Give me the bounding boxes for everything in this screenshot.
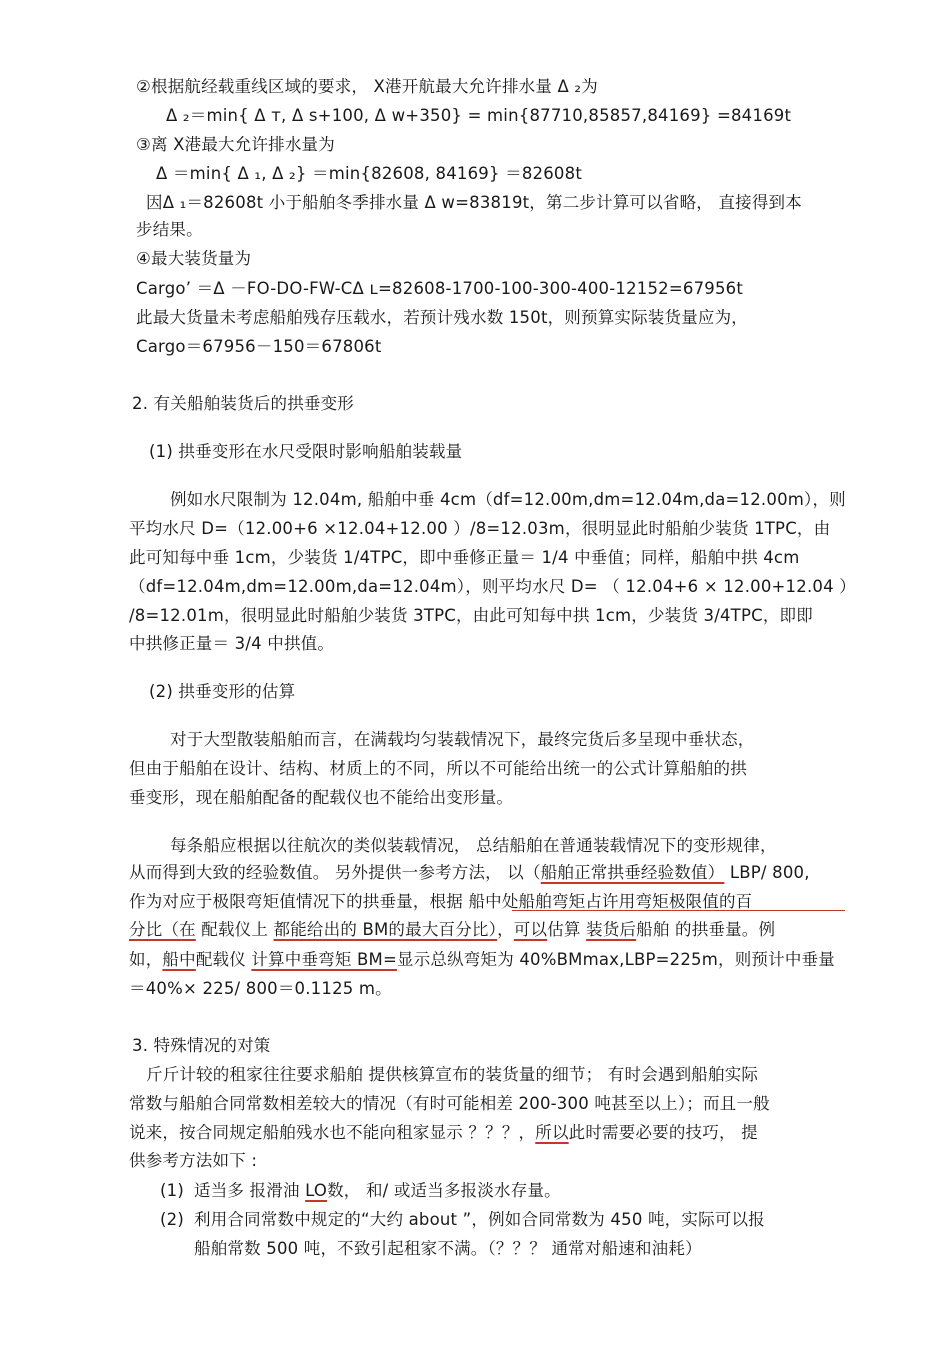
text-segment: 显示总纵弯矩为 40%BMmax,LBP=225m，则预计中垂量 <box>397 950 835 969</box>
paragraph-special-line1: 斤斤计较的租家往往要求船舶 提供核算宣布的装货量的细节； 有时会遇到船舶实际 <box>146 1065 759 1084</box>
paragraph-estimation-line3: 垂变形，现在船舶配备的配载仪也不能给出变形量。 <box>129 788 514 807</box>
section-heading-special-cases: 3. 特殊情况的对策 <box>132 1036 271 1055</box>
text-segment: 如， <box>129 950 163 969</box>
underlined-segment: 计算中垂弯矩 BM= <box>251 950 397 969</box>
list-item-number: (2) <box>160 1210 184 1229</box>
subheading-draft-limit: (1) 拱垂变形在水尺受限时影响船舶装载量 <box>149 442 463 461</box>
underlined-segment: 所以 <box>535 1123 569 1142</box>
paragraph-example-line1: 例如水尺限制为 12.04m, 船舶中垂 4cm（df=12.00m,dm=12.04m,da=12.00m），则 <box>170 490 846 509</box>
underlined-segment: 装货后 <box>586 920 637 939</box>
text-segment: 配载仪 <box>195 950 252 969</box>
line-cargo-final: Cargo＝67956－150＝67806t <box>136 337 382 356</box>
underlined-segment: 船舶正常拱垂经验数值） <box>540 863 725 882</box>
line-residual-ballast: 此最大货量未考虑船舶残存压载水，若预计残水数 150t，则预算实际装货量应为， <box>136 308 749 327</box>
underlined-segment: 船中处船舶弯矩占许用弯矩极限值的百 <box>468 892 753 911</box>
list-item-text-continued: 船舶常数 500 吨，不致引起租家不满。（？？？ 通常对船速和油耗） <box>194 1239 702 1258</box>
paragraph-method-line5 <box>129 949 835 971</box>
text-segment: 作为对应于极限弯矩值情况下的拱垂量，根据 <box>129 892 469 911</box>
line-step-result: 步结果。 <box>136 220 203 239</box>
paragraph-method-line1: 每条船应根据以往航次的类似装载情况， 总结船舶在普通装载情况下的变形规律， <box>170 836 777 855</box>
list-item-text <box>194 1180 561 1202</box>
text-segment: 此时需要必要的技巧， 提 <box>568 1123 758 1142</box>
line-max-displacement-route: ②根据航经载重线区域的要求， X港开航最大允许排水量 Δ ₂为 <box>136 77 598 96</box>
line-delta2-formula: Δ ₂＝min{ Δ ᴛ, Δ s+100, Δ ᴡ+350} = min{87710,85857,84169} =84169t <box>166 106 792 125</box>
line-cargo-formula: Cargo’ ＝Δ －FO-DO-FW-CΔ ʟ=82608-1700-100-300-400-12152=67956t <box>136 279 744 298</box>
text-segment: 估算 <box>547 920 587 939</box>
underlined-segment: LO <box>305 1181 328 1200</box>
underline-mark <box>512 910 845 911</box>
text-segment: ， <box>497 920 514 939</box>
paragraph-special-line3 <box>129 1122 758 1144</box>
list-item-text: 利用合同常数中规定的“大约 about ”，例如合同常数为 450 吨，实际可以报 <box>194 1210 765 1229</box>
text-segment: 从而得到大致的经验数值。 另外提供一参考方法， 以（ <box>129 863 541 882</box>
text-segment: 适当多 报滑油 <box>194 1181 306 1200</box>
list-item-number: (1) <box>160 1181 184 1200</box>
paragraph-example-line6: 中拱修正量＝ 3/4 中拱值。 <box>129 634 335 653</box>
text-segment: 配载仪上 <box>195 920 274 939</box>
underlined-segment: 船中 <box>162 950 196 969</box>
text-segment: 说来，按合同规定船舶残水也不能向租家显示 ？？？， <box>129 1123 536 1142</box>
paragraph-special-line2: 常数与船舶合同常数相差较大的情况（有时可能相差 200-300 吨甚至以上）；而且一般 <box>129 1094 770 1113</box>
paragraph-example-line5: /8=12.01m，很明显此时船舶少装货 3TPC，由此可知每中拱 1cm，少装货 3/4TPC，即即 <box>129 606 813 625</box>
paragraph-method-line4 <box>129 919 775 941</box>
text-segment: 船舶 的拱垂量。例 <box>636 920 776 939</box>
underlined-segment: 可以 <box>513 920 548 939</box>
underlined-segment: 都能 <box>273 920 307 939</box>
paragraph-estimation-line2: 但由于船舶在设计、结构、材质上的不同，所以不可能给出统一的公式计算船舶的拱 <box>129 759 747 778</box>
underlined-segment: 分比（在 <box>129 920 196 939</box>
line-winter-displacement: 因Δ ₁＝82608t 小于船舶冬季排水量 Δ ᴡ=83819t，第二步计算可以省略， 直接得到本 <box>146 193 802 212</box>
text-segment: 数， 和/ 或适当多报淡水存量。 <box>327 1181 561 1200</box>
paragraph-estimation-line1: 对于大型散装船舶而言，在满载均匀装载情况下，最终完货后多呈现中垂状态， <box>170 730 755 749</box>
subheading-estimation: (2) 拱垂变形的估算 <box>149 682 296 701</box>
paragraph-example-line2: 平均水尺 D=（12.00+6 ×12.04+12.00 ）/8=12.03m，很明显此时船舶少装货 1TPC，由 <box>129 519 831 538</box>
line-departure-max: ③离 X港最大允许排水量为 <box>136 135 335 154</box>
paragraph-method-line2 <box>129 862 810 884</box>
section-heading-hog-sag: 2. 有关船舶装货后的拱垂变形 <box>132 394 354 413</box>
paragraph-example-line3: 此可知每中垂 1cm，少装货 1/4TPC，即中垂修正量＝ 1/4 中垂值；同样，船舶中拱 4cm <box>129 548 800 567</box>
paragraph-method-line6: ＝40%× 225/ 800＝0.1125 m。 <box>129 979 392 998</box>
line-max-cargo-heading: ④最大装货量为 <box>136 249 252 268</box>
text-segment: LBP/ 800, <box>724 863 810 882</box>
line-delta-formula: Δ ＝min{ Δ ₁, Δ ₂} ＝min{82608, 84169} ＝82608t <box>156 164 582 183</box>
paragraph-example-line4: （df=12.04m,dm=12.00m,da=12.04m），则平均水尺 D= （ 12.04+6 × 12.00+12.04 ） <box>129 577 856 596</box>
underlined-segment: 给出的 BM的最大百分比） <box>306 920 498 939</box>
paragraph-special-line4: 供参考方法如下 : <box>129 1151 258 1170</box>
